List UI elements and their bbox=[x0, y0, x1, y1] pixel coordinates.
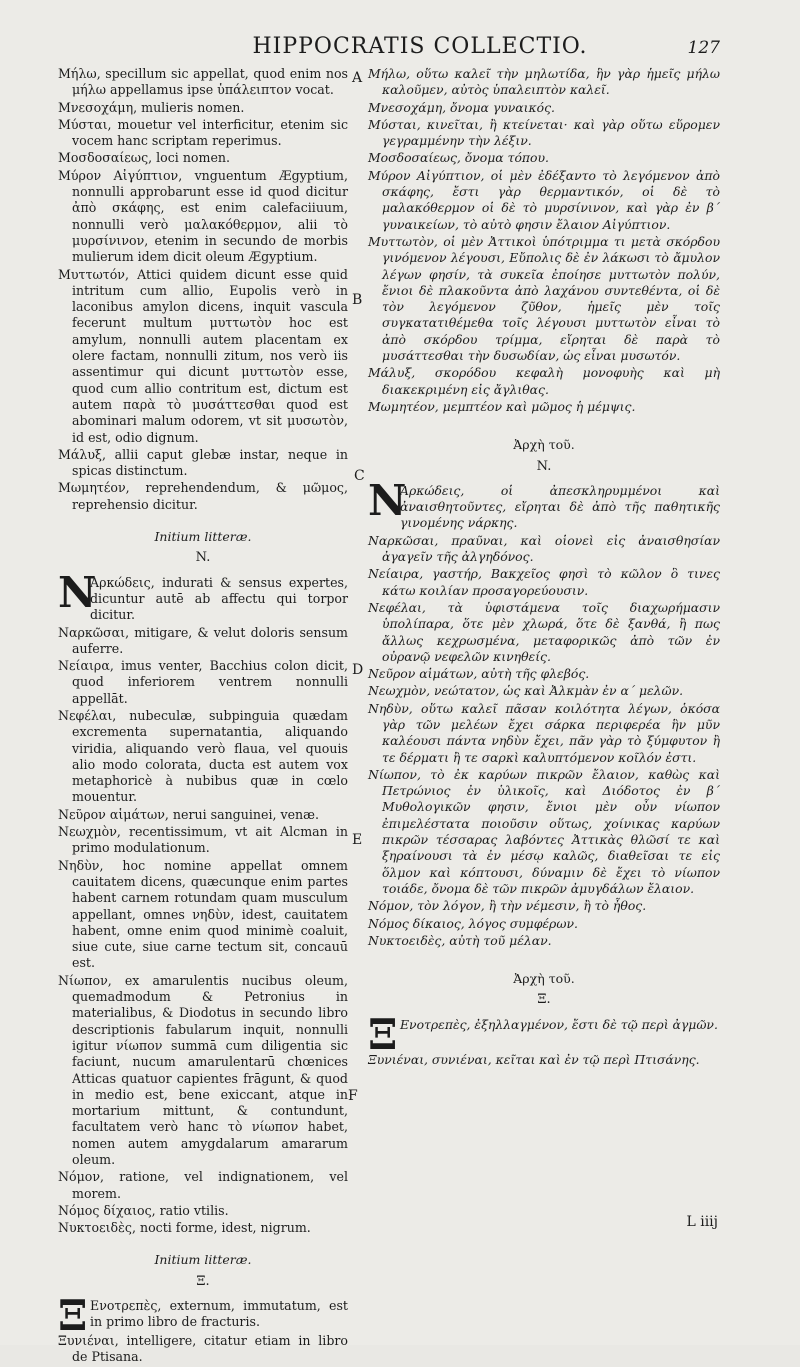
greek-entry: Μοσδοσαίεως, ὄνομα τόπου. bbox=[368, 150, 549, 166]
greek-entry: Νεωχμὸν, νεώτατον, ὡς καὶ Ἀλκμὰν ἐν α΄ μελῶν. bbox=[368, 683, 684, 699]
latin-entry: Μήλω, specillum sic appellat, quod enim nos μήλω appellamus ipse ὑπάλειπτον vocat. bbox=[58, 66, 348, 98]
latin-entry: Μοσδοσαίεως, loci nomen. bbox=[58, 150, 231, 166]
entry-text: Αρκώδεις, οἱ ἀπεσκληρυμμένοι καὶ ἀναισθητοῦντες, εἴρηται δὲ ἀπὸ τῆς παθητικῆς γινομένης νάρκης. bbox=[400, 482, 720, 531]
entry-text: Αρκώδεις, indurati & sensus expertes, dicuntur autē ab affectu qui torpor dicitur. bbox=[90, 574, 348, 623]
greek-entry: Μωμητέον, μεμπτέον καὶ μῶμος ἡ μέμψις. bbox=[368, 398, 636, 414]
greek-entry: Ξυνιέναι, συνιέναι, κεῖται καὶ ἐν τῷ περὶ Πτισάνης. bbox=[368, 1051, 700, 1067]
margin-mark-d: D bbox=[352, 662, 364, 678]
latin-column bbox=[58, 66, 348, 1367]
latin-entry: Ξυνιέναι, intelligere, citatur etiam in libro de Ptisana. bbox=[58, 1333, 348, 1365]
greek-entry: Μήλω, οὕτω καλεῖ τὴν μηλωτίδα, ἣν γὰρ ἡμεῖς μήλω καλοῦμεν, αὐτὸς ὑπαλειπτὸν καλεῖ. bbox=[368, 66, 720, 98]
greek-entry: Μνεσοχάμη, ὄνομα γυναικός. bbox=[368, 99, 555, 115]
section-letter-x: Ξ. bbox=[537, 992, 551, 1008]
latin-entry: Μάλυξ, allii caput glebæ instar, neque in spicas distinctum. bbox=[58, 446, 348, 479]
greek-entry: Μύσται, κινεῖται, ἢ κτείνεται· καὶ γὰρ οὕτω εὕρομεν γεγραμμένην τὴν λέξιν. bbox=[368, 116, 720, 149]
running-title: HIPPOCRATIS COLLECTIO. bbox=[252, 34, 588, 59]
section-heading-x: Initium litteræ. bbox=[154, 1252, 252, 1268]
drop-cap-n: N bbox=[58, 567, 97, 617]
margin-mark-b: B bbox=[352, 292, 363, 308]
latin-entry: Νηδὺν, hoc nomine appellat omnem cauitatem dicens, quæcunque enim partes habent carnem rotundam quam musculum appellant, omnes νηδὺν, idest, cauitatem habent, omne enim quod minimè coaluit, siue cute, siue carne tectum sit, concauū est. bbox=[58, 857, 348, 971]
latin-entry: Νεφέλαι, nubeculæ, subpinguia quædam excrementa supernatantia, aliquando viridia, aliquando verò flaua, vel quouis alio modo colorata, ducta est autem vox metaphoricè à nubibus quæ in cœlo mouentur. bbox=[58, 707, 348, 805]
latin-entry: Νόμον, ratione, vel indignationem, vel morem. bbox=[58, 1169, 348, 1201]
latin-entry: Νίωπον, ex amarulentis nucibus oleum, quemadmodum & Petronius in materialibus, & Diodotus in secundo libro descriptionis fabularum inquit, nonnulli igitur νίωπον summā cum diligentia sic faciunt, nucum amarulentarū chœnices Atticas quatuor capientes frāgunt, & quod in medio est, bene exiccant, atque in mortarium mittunt, & contundunt, facultatem verò hanc τὸ νίωπον habet, nomen autem amygdalarum amararum oleum. bbox=[58, 972, 348, 1167]
greek-entry-first-n bbox=[368, 475, 720, 532]
latin-entry: Μυττωτόν, Attici quidem dicunt esse quid intritum cum allio, Eupolis verò in laconibus amylon dicens, inquit vascula fecerunt multum μυττωτὸν hoc est amylum, nonnulli autem placentam ex olere factam, nonnulli zitum, nos verò iis assentimur qui dicunt μυττωτὸν esse, quod cum allio contritum est, dictum est autem παρὰ τὸ μυσάττεσθαι quod est abominari malum odorem, vt sit μυσωτὸν, id est, odio dignum. bbox=[58, 266, 348, 445]
latin-entry: Μύρον Αἰγύπτιον, vnguentum Ægyptium, nonnulli approbarunt esse id quod dicitur ἀπὸ σκάφης, est enim calefaciiuum, nonnulli verò μαλακόθερμον, alii τὸ μυρσίνινον, etenim in secundo de morbis mulierum idem dicit oleum Ægyptium. bbox=[58, 167, 348, 265]
section-letter-n: N. bbox=[195, 550, 211, 566]
page-number: 127 bbox=[687, 38, 720, 58]
section-heading-n: Ἀρχὴ τοῦ. bbox=[513, 437, 575, 453]
margin-mark-f: F bbox=[348, 1088, 358, 1104]
signature-mark: L iiij bbox=[686, 1214, 718, 1230]
entry-text: Ενοτρεπὲς, externum, immutatum, est in primo libro de fracturis. bbox=[90, 1298, 348, 1330]
greek-entry: Νίωπον, τὸ ἐκ καρύων πικρῶν ἔλαιον, καθὼς καὶ Πετρώνιος ἐν ὑλικοῖς, καὶ Διόδοτος ἐν β΄ Μυθολογικῶν φησιν, ἔνιοι μὲν οὖν νίωπον ἐπιμελέστατα ποιοῦσιν οὕτως, χοίνικας καρύων πικρῶν τέσσαρας λαβόντες Ἀττικὰς θλῶσί τε καὶ ξηραίνουσι τὰ ἐν μέσῳ καλῶς, διαθεῖσαι τε εἰς ὅλμον καὶ κόπτουσι, δύναμιν δὲ ἔχει τὸ νίωπον τοιάδε, ὄνομα δὲ τῶν πικρῶν ἀμυγδάλων ἔλαιον. bbox=[368, 766, 720, 896]
latin-entry: Νεωχμὸν, recentissimum, vt ait Alcman in primo modulationum. bbox=[58, 824, 348, 856]
section-letter-x: Ξ. bbox=[196, 1273, 210, 1289]
drop-cap-n: N bbox=[368, 475, 407, 525]
greek-entry: Νόμον, τὸν λόγον, ἢ τὴν νέμεσιν, ἢ τὸ ἦθος. bbox=[368, 898, 647, 914]
margin-mark-a: A bbox=[352, 70, 363, 86]
latin-entry: Νυκτοειδὲς, nocti forme, idest, nigrum. bbox=[58, 1220, 311, 1236]
latin-entry-first-n bbox=[58, 567, 348, 624]
latin-entry-first-x bbox=[58, 1291, 348, 1341]
greek-entry: Νεφέλαι, τὰ ὑφιστάμενα τοῖς διαχωρήμασιν ὑπολίπαρα, ὅτε μὲν χλωρά, ὅτε δὲ ξανθά, ἢ πως ἄλλως κεχρωσμένα, μεταφορικῶς ἀπὸ τῶν ἐν οὐρανῷ νεφελῶν κινηθείς. bbox=[368, 599, 720, 664]
latin-entry: Μνεσοχάμη, mulieris nomen. bbox=[58, 99, 245, 115]
section-letter-n: N. bbox=[536, 458, 552, 474]
drop-cap-x: Ξ bbox=[58, 1291, 88, 1341]
latin-entry: Νεῦρον αἱμάτων, nerui sanguinei, venæ. bbox=[58, 806, 320, 822]
latin-entry: Ναρκῶσαι, mitigare, & velut doloris sensum auferre. bbox=[58, 624, 348, 656]
latin-entry: Μύσται, mouetur vel interficitur, etenim sic vocem hanc scriptam reperimus. bbox=[58, 116, 348, 149]
latin-entry: Νόμος δίχαιος, ratio vtilis. bbox=[58, 1202, 229, 1218]
section-heading-n: Initium litteræ. bbox=[154, 529, 252, 545]
section-heading-x: Ἀρχὴ τοῦ. bbox=[513, 971, 575, 987]
latin-entry: Μωμητέον, reprehendendum, & μῶμος, reprehensio dicitur. bbox=[58, 480, 348, 512]
greek-m-entries bbox=[368, 66, 720, 415]
greek-entry: Νόμος δίκαιος, λόγος συμφέρων. bbox=[368, 915, 578, 931]
greek-entry: Νείαιρα, γαστήρ, Βακχεῖος φησὶ τὸ κῶλον ὃ τινες κάτω κοιλίαν προσαγορεύουσιν. bbox=[368, 566, 720, 598]
margin-mark-c: C bbox=[354, 468, 365, 484]
latin-m-entries bbox=[58, 66, 348, 513]
greek-column bbox=[368, 66, 720, 1069]
margin-mark-e: E bbox=[352, 832, 363, 848]
greek-entry: Νεῦρον αἱμάτων, αὐτὴ τῆς φλεβός. bbox=[368, 666, 590, 682]
greek-entry: Μύρον Αἰγύπτιον, οἱ μὲν ἐδέξαντο τὸ λεγόμενον ἀπὸ σκάφης, ἔστι γὰρ θερμαντικόν, οἱ δὲ τὸ μαλακόθερμον οἱ δὲ τὸ μυρσίνινον, καὶ γὰρ ἐν β΄ γυναικείων, τὸ αὐτὸ φησιν ἔλαιον Αἰγύπτιον. bbox=[368, 167, 720, 232]
drop-cap-x: Ξ bbox=[368, 1009, 398, 1059]
entry-text: Ενοτρεπὲς, ἐξηλλαγμένον, ἔστι δὲ τῷ περὶ ἀγμῶν. bbox=[400, 1016, 718, 1032]
greek-entry: Ναρκῶσαι, πραῦναι, καὶ οἱονεὶ εἰς ἀναισθησίαν ἀγαγεῖν τῆς ἀλγηδόνος. bbox=[368, 532, 720, 565]
latin-entry: Νείαιρα, imus venter, Bacchius colon dicit, quod inferiorem ventrem nonnulli appellāt. bbox=[58, 658, 348, 706]
greek-entry: Νηδὺν, οὕτω καλεῖ πᾶσαν κοιλότητα λέγων, ὁκόσα γὰρ τῶν μελέων ἔχει σάρκα περιφερέα ἣν μῦν καλέουσι πάντα νηδὺν ἔχει, πᾶν γὰρ τὸ ξύμφυτον ἢ τε δέρματι ἢ τε σαρκὶ καλυπτόμενον κοῖλόν ἐστι. bbox=[368, 700, 720, 765]
greek-entry: Μυττωτὸν, οἱ μὲν Ἀττικοὶ ὑπότριμμα τι μετὰ σκόρδου γινόμενον λέγουσι, Εὔπολις δὲ ἐν λάκωσι τὸ ἄμυλον λέγων φησίν, τὰ συκεῖα ἐποίησε μυττωτὸν πολύν, ἔνιοι δὲ πλακοῦντα ἀπὸ λαχάνου συντεθέντα, οἱ δὲ τὸν λεγόμενον ζῦθον, ἡμεῖς μὲν τοῖς συγκατατιθέμεθα τοῖς λέγουσι μυττωτὸν εἶναι τὸ ἀπὸ σκόρδου τρίμμα, εἴρηται δὲ παρὰ τὸ μυσάττεσθαι τὴν δυσωδίαν, ὡς εἶναι μυσωτόν. bbox=[368, 233, 720, 364]
greek-entry: Νυκτοειδὲς, αὐτὴ τοῦ μέλαν. bbox=[368, 932, 552, 948]
greek-entry: Μάλυξ, σκορόδου κεφαλὴ μονοφυὴς καὶ μὴ διακεκριμένη εἰς ἄγλιθας. bbox=[368, 365, 720, 397]
page-header bbox=[60, 34, 720, 62]
